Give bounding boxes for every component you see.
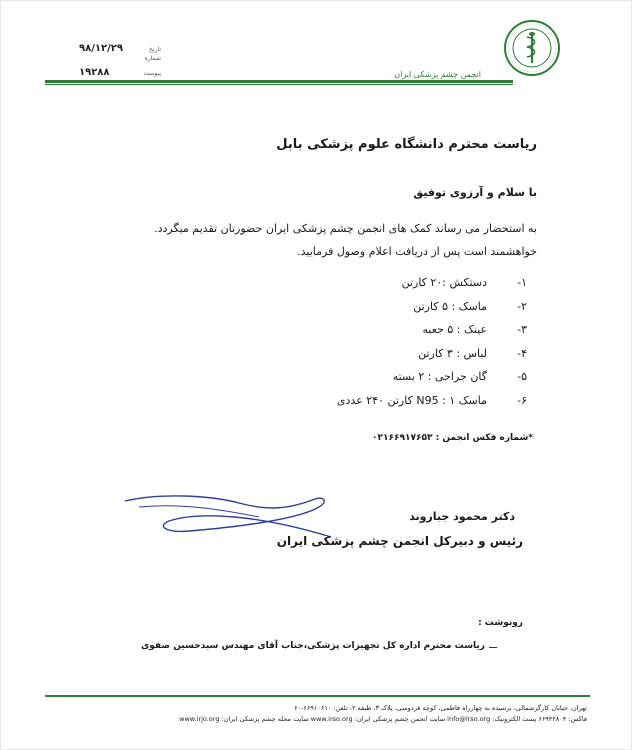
- list-item-text: ماسک N95 : ۱ کارتن ۲۴۰ عددی: [336, 393, 487, 407]
- signatory-title: رئیس و دبیرکل انجمن چشم پزشکی ایران: [276, 534, 523, 548]
- list-item-number: ۵-: [517, 370, 527, 383]
- letter-paragraph-1: به استحضار می رساند کمک های انجمن چشم پزشکی ایران حضورتان تقدیم میگردد.: [154, 222, 537, 235]
- letter-greeting: با سلام و آرزوی توفیق: [413, 186, 537, 199]
- list-item-number: ۲-: [517, 299, 527, 313]
- list-item-number: ۶-: [517, 393, 527, 407]
- fax-number: *شماره فکس انجمن : ۰۲۱۶۶۹۱۷۶۵۳: [372, 433, 533, 443]
- list-item-text: ماسک : ۵ کارتن: [413, 299, 487, 313]
- footer-contacts: فاکس: ۶۶۹۴۲۸۰۴ پست الکترونیک: info@irso.org سایت انجمن چشم پزشکی ایران: www.irso.org سایت مجله چشم پزشکی ایران: www.irjo.org: [179, 715, 587, 723]
- list-item: [337, 394, 527, 418]
- attachment-label: پیوست: [143, 70, 161, 77]
- list-item-number: ۳-: [517, 323, 527, 336]
- list-item: [337, 370, 527, 394]
- list-item: [337, 323, 527, 347]
- list-item-text: لباس : ۳ کارتن: [418, 346, 487, 360]
- cc-recipient: ریاست محترم اداره کل تجهیزات پزشکی،جناب آقای مهندس سیدحسین صفوی: [141, 641, 485, 651]
- list-item-text: دستکش :۲۰ کارتن: [401, 276, 487, 289]
- iranian-society-of-ophthalmology-seal-icon: [503, 19, 561, 77]
- header-divider: [45, 80, 513, 83]
- cc-label: رونوشت :: [478, 618, 523, 628]
- date-value: ۹۸/۱۲/۲۹: [79, 43, 123, 54]
- date-label: تاریخ: [149, 46, 161, 53]
- list-item-text: عینک : ۵ جعبه: [422, 323, 487, 336]
- list-item: [337, 276, 527, 300]
- list-item: [337, 347, 527, 371]
- list-item-text: گان جراحی : ۲ بسته: [392, 370, 487, 383]
- cc-dash: [489, 647, 497, 648]
- list-item: [337, 300, 527, 324]
- number-label: شماره: [144, 55, 161, 62]
- serial-value: ۱۹۲۸۸: [79, 67, 110, 78]
- donation-list: [337, 276, 527, 417]
- signatory-name: دکتر محمود جباروند: [409, 510, 515, 523]
- list-item-number: ۱-: [517, 276, 527, 289]
- list-item-number: ۴-: [517, 346, 527, 360]
- letter-recipient: ریاست محترم دانشگاه علوم پزشکی بابل: [276, 137, 537, 152]
- footer-divider: [45, 695, 590, 697]
- letter-meta: [79, 43, 161, 79]
- organization-name: انجمن چشم پزشکی ایران: [394, 70, 481, 79]
- letter-paragraph-2: خواهشمند است پس از دریافت اعلام وصول فرمایید.: [297, 245, 537, 258]
- footer-address: تهران، خیابان کارگرشمالی، نرسیده به چهارراه فاطمی، کوچه فردوسی، پلاک ۳، طبقه ۲، تلفن: ۶۶۹۱۰۶۱۰-۶۰: [294, 704, 587, 712]
- header-divider-thin: [45, 84, 513, 85]
